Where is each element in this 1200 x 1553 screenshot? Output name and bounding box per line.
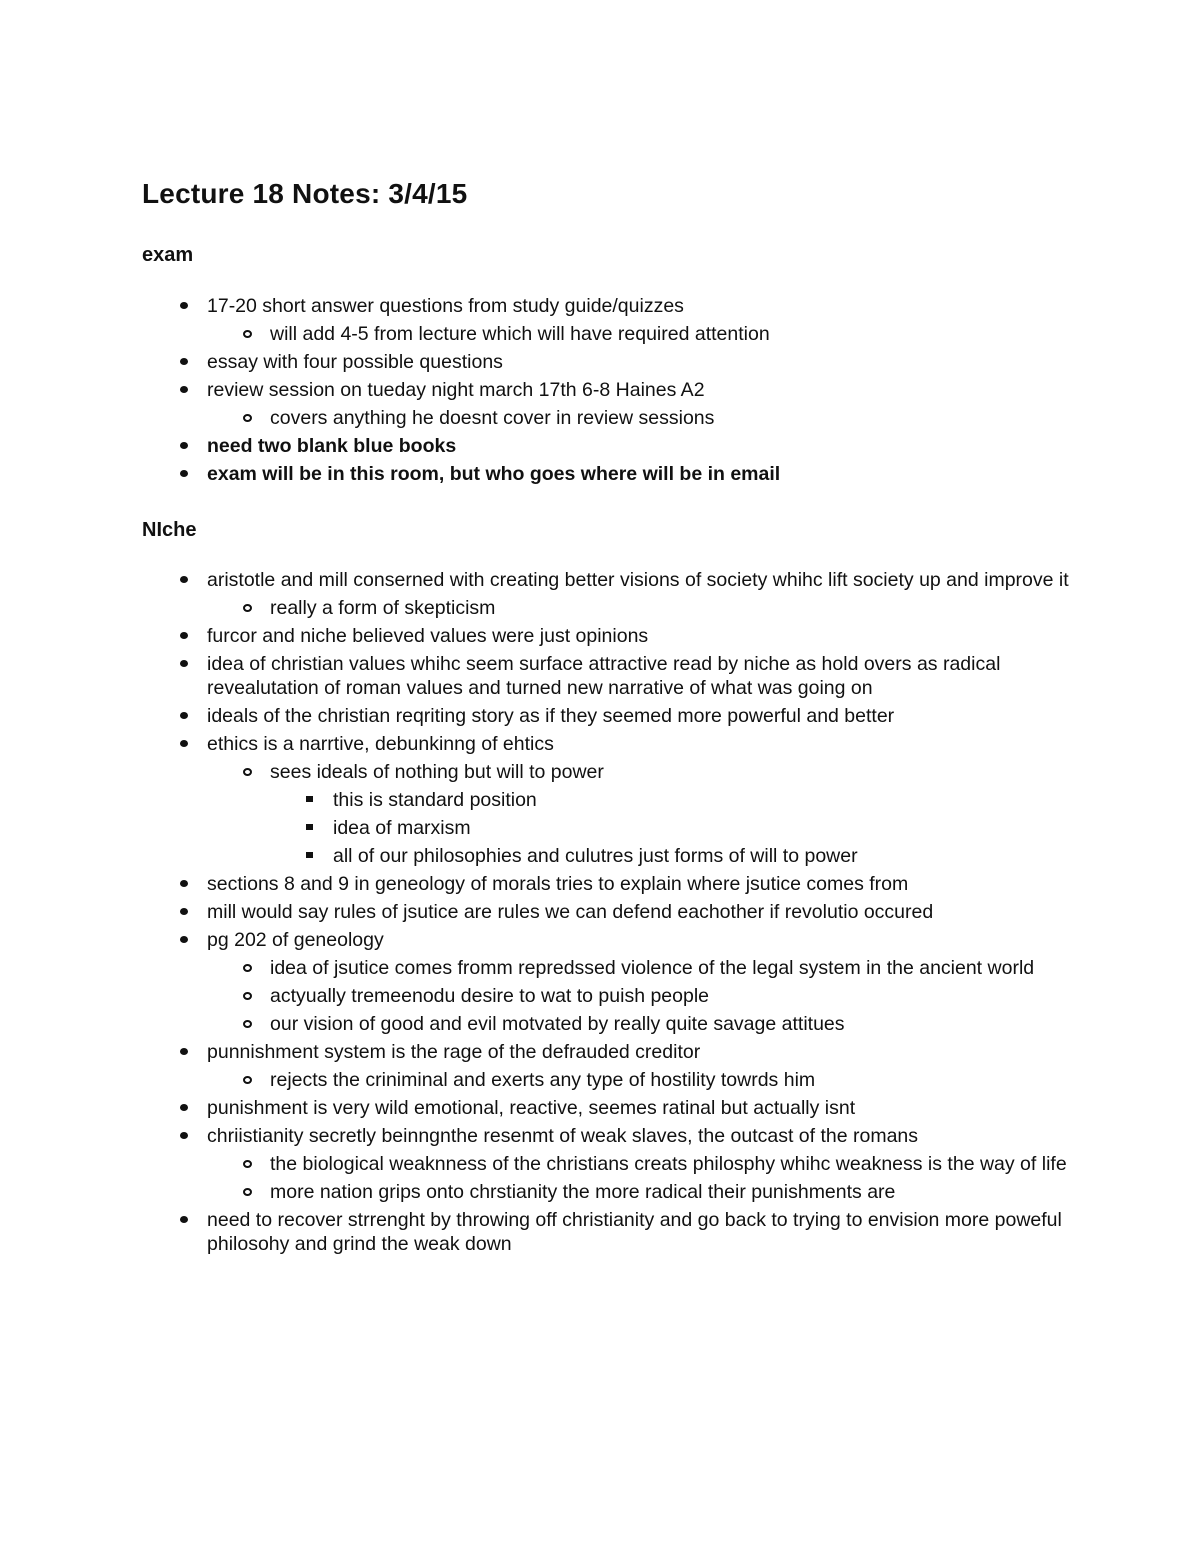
list-item <box>0 624 1200 648</box>
list-item <box>0 568 1200 592</box>
list-item <box>0 434 1200 458</box>
list-item <box>0 1040 1200 1064</box>
list-item <box>0 704 1200 728</box>
filled-circle-bullet-icon <box>180 1216 188 1223</box>
list-item-text: furcor and niche believed values were just opinions <box>207 624 649 647</box>
hollow-circle-bullet-icon <box>243 768 252 776</box>
list-item-text: this is standard position <box>333 789 537 812</box>
list-item <box>0 1180 1200 1204</box>
hollow-circle-bullet-icon <box>243 964 252 972</box>
list-item <box>0 816 1200 840</box>
list-item <box>0 378 1200 402</box>
list-item-text: ideals of the christian reqriting story as if they seemed more powerful and better <box>207 705 895 728</box>
list-item-text: ethics is a narrtive, debunkinng of ehtics <box>207 733 554 756</box>
square-bullet-icon <box>306 852 313 858</box>
section-heading-niche: NIche <box>142 519 197 541</box>
list-item-text: will add 4-5 from lecture which will have required attention <box>270 322 770 345</box>
list-item-text: punnishment system is the rage of the defrauded creditor <box>207 1041 701 1064</box>
list-item <box>0 1012 1200 1036</box>
list-item-text: exam will be in this room, but who goes where will be in email <box>207 462 781 485</box>
hollow-circle-bullet-icon <box>243 1160 252 1168</box>
list-item <box>0 1124 1200 1148</box>
filled-circle-bullet-icon <box>180 1048 188 1055</box>
hollow-circle-bullet-icon <box>243 604 252 612</box>
filled-circle-bullet-icon <box>180 908 188 915</box>
page-title: Lecture 18 Notes: 3/4/15 <box>142 178 468 209</box>
hollow-circle-bullet-icon <box>243 1076 252 1084</box>
list-item <box>0 872 1200 896</box>
filled-circle-bullet-icon <box>180 740 188 747</box>
list-item <box>0 322 1200 346</box>
filled-circle-bullet-icon <box>180 712 188 719</box>
list-item <box>0 1208 1200 1257</box>
filled-circle-bullet-icon <box>180 386 188 393</box>
list-item <box>0 788 1200 812</box>
list-item-text: our vision of good and evil motvated by really quite savage attitues <box>270 1013 845 1036</box>
filled-circle-bullet-icon <box>180 880 188 887</box>
list-item-text: rejects the criniminal and exerts any type of hostility towrds him <box>270 1069 816 1092</box>
list-item-text: idea of jsutice comes fromm repredssed violence of the legal system in the ancient world <box>270 957 1035 980</box>
filled-circle-bullet-icon <box>180 1104 188 1111</box>
list-item <box>0 732 1200 756</box>
filled-circle-bullet-icon <box>180 470 188 477</box>
hollow-circle-bullet-icon <box>243 1020 252 1028</box>
list-item <box>0 1068 1200 1092</box>
list-item <box>0 294 1200 318</box>
hollow-circle-bullet-icon <box>243 330 252 338</box>
exam-bullet-list <box>0 294 1200 490</box>
list-item-text: really a form of skepticism <box>270 596 496 619</box>
filled-circle-bullet-icon <box>180 1132 188 1139</box>
filled-circle-bullet-icon <box>180 358 188 365</box>
list-item <box>0 900 1200 924</box>
hollow-circle-bullet-icon <box>243 1188 252 1196</box>
list-item-text: all of our philosophies and culutres just forms of will to power <box>333 845 858 868</box>
filled-circle-bullet-icon <box>180 442 188 449</box>
filled-circle-bullet-icon <box>180 632 188 639</box>
list-item-text: sections 8 and 9 in geneology of morals tries to explain where jsutice comes from <box>207 873 909 896</box>
filled-circle-bullet-icon <box>180 576 188 583</box>
list-item <box>0 928 1200 952</box>
list-item-text: idea of christian values whihc seem surface attractive read by niche as hold overs as radical revealutation of roman values and turned new narrative of what was going on <box>207 652 1001 700</box>
list-item <box>0 406 1200 430</box>
filled-circle-bullet-icon <box>180 936 188 943</box>
list-item-text: chriistianity secretly beinngnthe resenmt of weak slaves, the outcast of the romans <box>207 1125 919 1147</box>
list-item-text: mill would say rules of jsutice are rules we can defend eachother if revolutio occured <box>207 901 934 924</box>
filled-circle-bullet-icon <box>180 660 188 667</box>
list-item-text: pg 202 of geneology <box>207 929 384 952</box>
list-item <box>0 1096 1200 1120</box>
list-item <box>0 596 1200 620</box>
list-item <box>0 984 1200 1008</box>
list-item-text: punishment is very wild emotional, reactive, seemes ratinal but actually isnt <box>207 1097 856 1120</box>
list-item-text: covers anything he doesnt cover in review sessions <box>270 406 715 429</box>
list-item <box>0 844 1200 868</box>
square-bullet-icon <box>306 796 313 802</box>
list-item-text: need two blank blue books <box>207 434 457 457</box>
list-item-text: need to recover strrenght by throwing off christianity and go back to trying to envision more poweful philosohy and grind the weak down <box>207 1208 1062 1256</box>
filled-circle-bullet-icon <box>180 302 188 309</box>
list-item-text: aristotle and mill conserned with creating better visions of society whihc lift society up and improve it <box>207 569 1069 591</box>
list-item <box>0 760 1200 784</box>
list-item-text: more nation grips onto chrstianity the more radical their punishments are <box>270 1180 896 1203</box>
list-item <box>0 956 1200 980</box>
niche-bullet-list <box>0 568 1200 1260</box>
list-item <box>0 350 1200 374</box>
hollow-circle-bullet-icon <box>243 992 252 1000</box>
list-item <box>0 462 1200 486</box>
hollow-circle-bullet-icon <box>243 414 252 422</box>
list-item-text: 17-20 short answer questions from study guide/quizzes <box>207 295 684 317</box>
square-bullet-icon <box>306 824 313 830</box>
list-item-text: the biological weaknness of the christians creats philosphy whihc weakness is the way of life <box>270 1152 1067 1175</box>
list-item-text: review session on tueday night march 17th 6-8 Haines A2 <box>207 378 705 401</box>
list-item <box>0 652 1200 701</box>
list-item-text: sees ideals of nothing but will to power <box>270 761 604 784</box>
list-item-text: actyually tremeenodu desire to wat to puish people <box>270 985 710 1008</box>
list-item-text: idea of marxism <box>333 817 471 840</box>
list-item <box>0 1152 1200 1176</box>
list-item-text: essay with four possible questions <box>207 350 503 373</box>
section-heading-exam: exam <box>142 244 194 266</box>
